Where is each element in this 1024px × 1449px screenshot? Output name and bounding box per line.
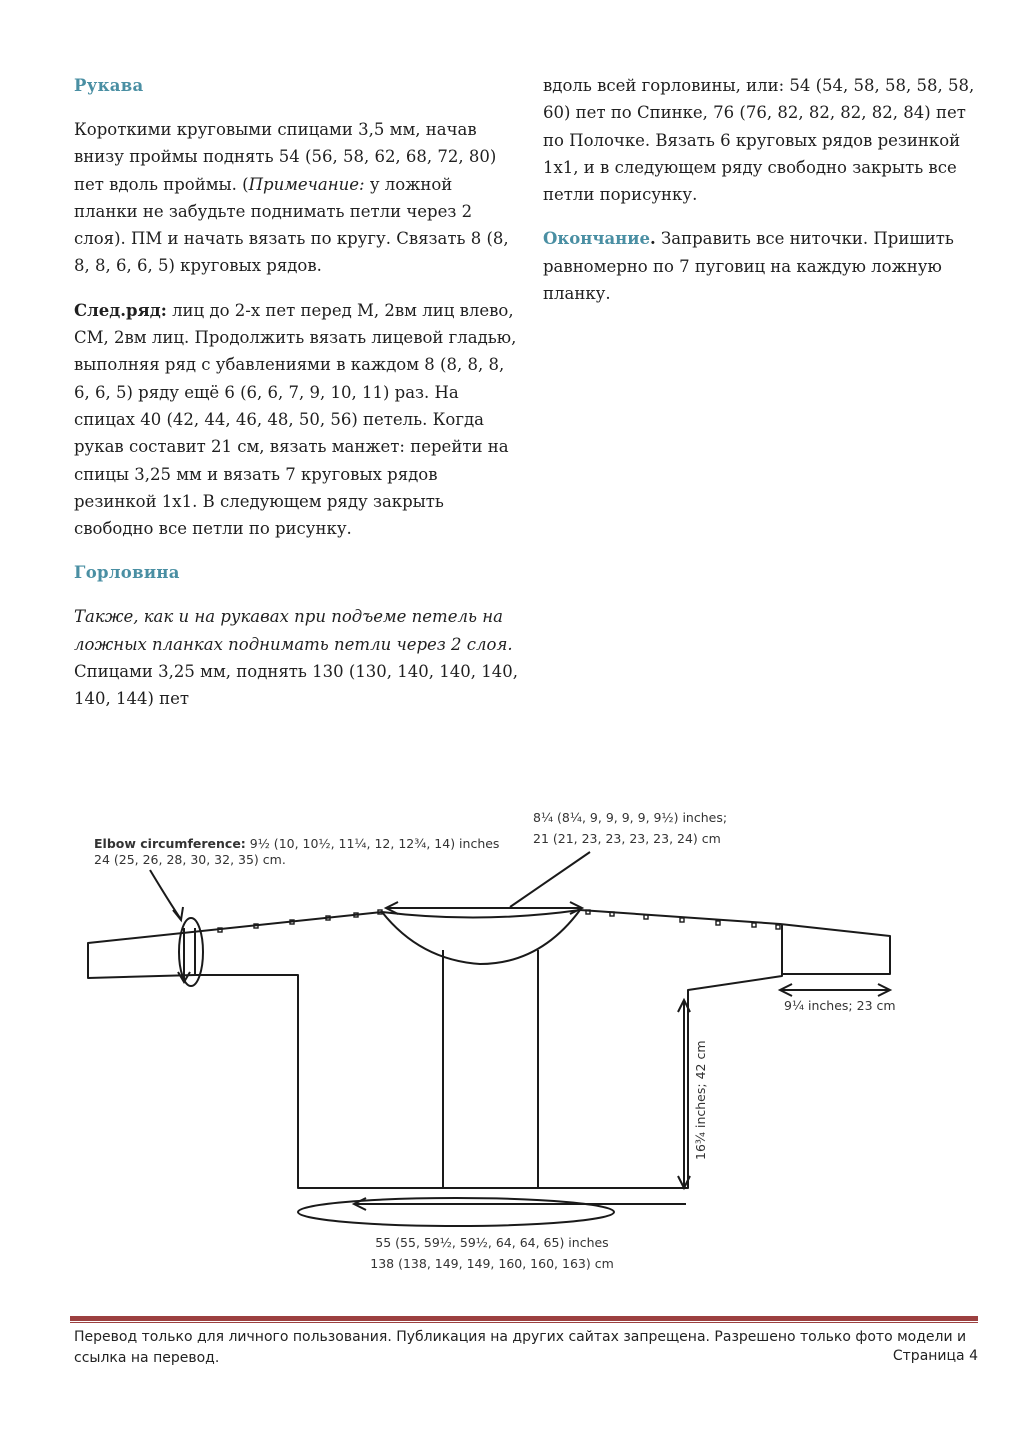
sleeves-paragraph-2: След.ряд: лиц до 2-х пет перед М, 2вм лиц влево, СМ, 2вм лиц. Продолжить вязать лицевой гладью, выполняя ряд с убавлениями в каждом 8 (8, 8, 8, 6, 6, 5) ряду ещё 6 (6, 6, 7, 9, 10, 11) раз. На спицах 40 (42, 44, 46, 48, 50, 56) петель. Когда рукав составит 21 см, вязать манжет: перейти на спицы 3,25 мм и вязать 7 круговых рядов резинкой 1х1. В следующем ряду закрыть свободно все петли по рисунку.: [74, 300, 517, 539]
body-length-label: 16¾ inches; 42 cm: [693, 1040, 708, 1160]
footer-text: Перевод только для личного пользования. Публикация на других сайтах запрещена. Разрешено только фото модели и ссылка на перевод.: [74, 1329, 967, 1366]
finishing-paragraph: Окончание. Заправить все ниточки. Пришить равномерно по 7 пуговиц на каждую ложную планку.: [543, 229, 954, 304]
neckline-heading: Горловина: [74, 563, 180, 583]
elbow-label: Elbow circumference: 9½ (10, 10½, 11¼, 12, 12¾, 14) inches: [94, 836, 500, 851]
left-sleeve-outline: [88, 910, 890, 1188]
neckline-paragraph: Также, как и на рукавах при подъеме петель на ложных планках поднимать петли через 2 слоя. Спицами 3,25 мм, поднять 130 (130, 140, 140, 140, 140, 144) пет: [74, 607, 519, 709]
right-column: [543, 72, 983, 307]
neckline-curve: [382, 910, 580, 918]
finishing-label: Окончание: [543, 229, 650, 249]
sleeves-paragraph-1: Короткими круговыми спицами 3,5 мм, начав внизу проймы поднять 54 (56, 58, 62, 68, 72, 80) пет вдоль проймы. (Примечание: у ложной планки не забудьте поднимать петли через 2 слоя). ПМ и начать вязать по кругу. Связать 8 (8, 8, 8, 6, 6, 5) круговых рядов.: [74, 120, 509, 276]
hem-width-inches: 55 (55, 59½, 59½, 64, 64, 65) inches: [375, 1235, 609, 1250]
page-number: Страница 4: [892, 1348, 978, 1364]
note-label: Примечание:: [248, 174, 365, 194]
neckline-paragraph-continued: вдоль всей горловины, или: 54 (54, 58, 58, 58, 58, 60) пет по Спинке, 76 (76, 82, 82, 82, 82, 84) пет по Полочке. Вязать 6 круговых рядов резинкой 1х1, и в следующем ряду свободно закрыть все петли порисунку.: [543, 76, 975, 205]
cuff-width-label: 9¼ inches; 23 cm: [784, 998, 896, 1013]
hem-width-cm: 138 (138, 149, 149, 160, 160, 163) cm: [370, 1256, 614, 1271]
left-column: [74, 72, 519, 713]
neck-width-inches: 8¼ (8¼, 9, 9, 9, 9, 9½) inches;: [533, 810, 728, 825]
hem-circumference-marker: [298, 1198, 614, 1226]
neck-width-cm: 21 (21, 23, 23, 23, 23, 24) cm: [533, 831, 721, 846]
next-row-label: След.ряд:: [74, 300, 167, 320]
elbow-cm: 24 (25, 26, 28, 30, 32, 35) cm.: [94, 852, 286, 867]
footer-rule-thin: [70, 1322, 978, 1323]
sweater-schematic: [60, 800, 980, 1290]
footer-rule: [70, 1316, 978, 1321]
sleeves-heading: Рукава: [74, 76, 144, 95]
